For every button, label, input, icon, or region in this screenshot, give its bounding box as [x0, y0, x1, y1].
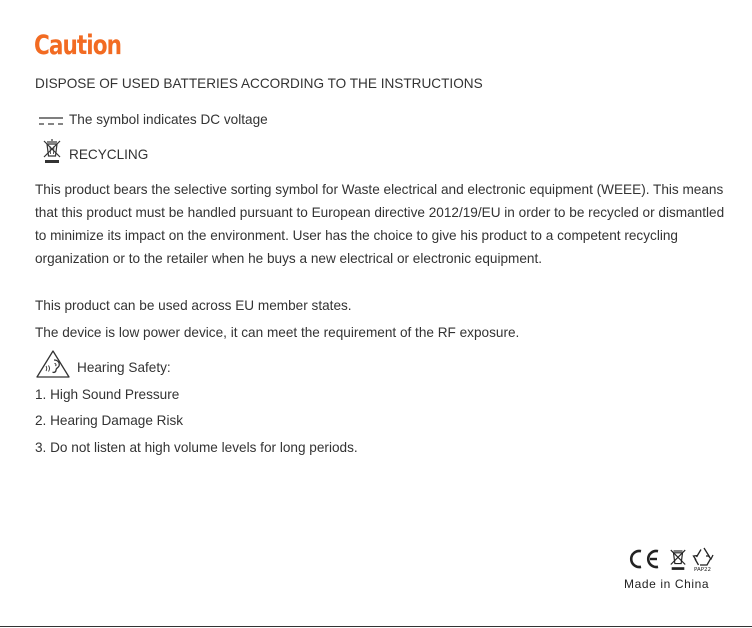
dc-voltage-icon — [38, 116, 64, 126]
bottom-divider — [0, 626, 752, 627]
crossed-bin-icon — [42, 139, 62, 165]
made-in-label: Made in China — [624, 577, 710, 591]
dispose-line: DISPOSE OF USED BATTERIES ACCORDING TO THE INSTRUCTIONS — [35, 76, 483, 91]
hearing-item: 3. Do not listen at high volume levels for long periods. — [35, 440, 358, 455]
page-title: Caution — [34, 30, 122, 61]
hearing-safety-title: Hearing Safety: — [77, 360, 171, 375]
ce-mark-icon — [628, 548, 660, 570]
rf-line: The device is low power device, it can meet the requirement of the RF exposure. — [35, 325, 520, 340]
dc-symbol-text: The symbol indicates DC voltage — [69, 112, 268, 127]
hearing-item: 2. Hearing Damage Risk — [35, 413, 184, 428]
hearing-item: 1. High Sound Pressure — [35, 387, 180, 402]
weee-paragraph: This product bears the selective sorting symbol for Waste electrical and electronic equipment (WEEE). This means that this product must be handled pursuant to European directive 2012/19/EU in order to be recycled or dismantled to minimize its impact on the environment. User has the choice to give his product to a competent recycling organization or to the retailer when he buys a new electrical or electronic equipment. — [35, 182, 725, 266]
hearing-warning-icon — [35, 349, 71, 379]
recycling-text: RECYCLING — [69, 147, 149, 162]
crossed-bin-icon — [669, 548, 687, 572]
recycle-code-label: PAP22 — [694, 567, 712, 573]
recycle-pap22-icon — [692, 546, 716, 568]
eu-line: This product can be used across EU member states. — [35, 298, 352, 313]
